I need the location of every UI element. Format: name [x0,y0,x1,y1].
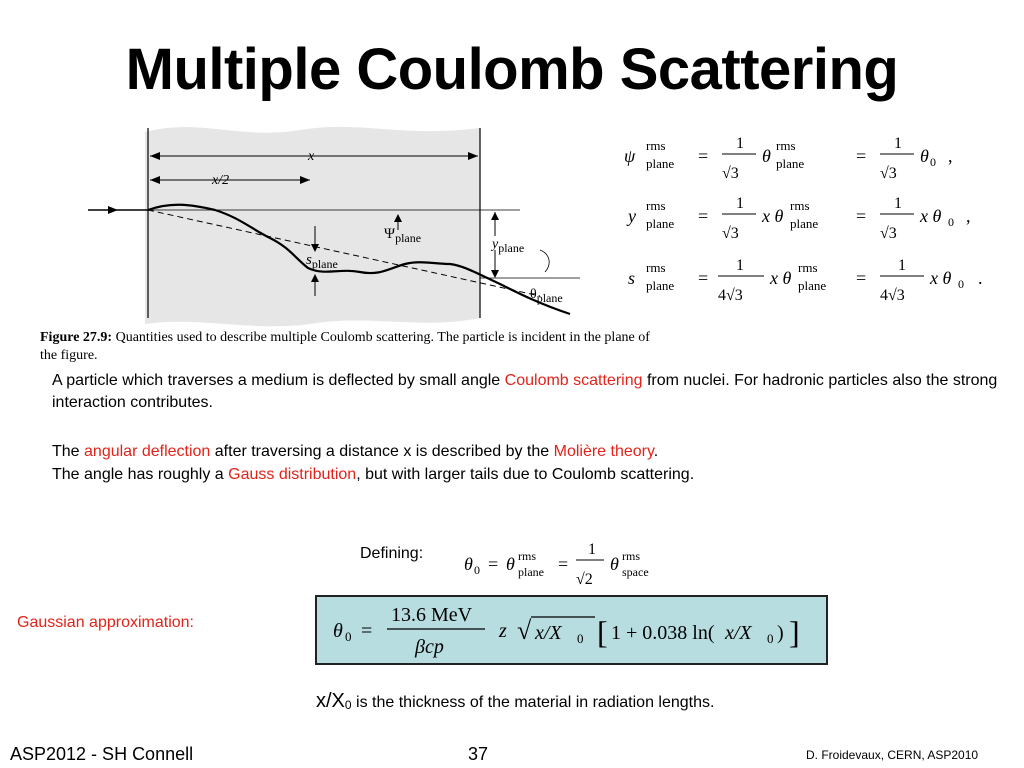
svg-text:θ: θ [464,554,473,574]
caption-text: Quantities used to describe multiple Coulomb scattering. The particle is incident in the plane of the figure. [40,330,650,363]
svg-text:plane: plane [646,216,675,231]
svg-text:rms: rms [622,549,640,563]
page-number: 37 [468,744,489,764]
svg-text:x θ: x θ [920,206,942,226]
svg-text:0: 0 [930,155,936,169]
svg-text:=: = [488,554,499,574]
svg-text:√3: √3 [722,225,739,242]
svg-text:rms: rms [776,138,796,153]
svg-text:0: 0 [474,563,480,577]
svg-text:rms: rms [518,549,536,563]
svg-text:x θ: x θ [762,206,784,226]
svg-text:√3: √3 [722,165,739,182]
svg-text:13.6 MeV: 13.6 MeV [391,604,473,626]
svg-text:z: z [499,620,507,642]
svg-text:x θ: x θ [930,268,952,288]
svg-text:[: [ [597,614,608,650]
paragraph-3 [52,464,1022,486]
svg-text:rms: rms [646,260,666,275]
p1-text-a: A particle which traverses a medium is deflected by small angle [52,372,505,389]
svg-text:1: 1 [736,135,744,152]
svg-text:0: 0 [345,629,352,644]
svg-text:y: y [628,206,636,226]
slide-title: Multiple Coulomb Scattering [125,37,899,102]
svg-text:=: = [558,554,569,574]
gaussian-formula [317,597,826,663]
x0-description: is the thickness of the material in radiation lengths. [351,694,715,711]
svg-text:βcp: βcp [415,636,444,658]
svg-text:x θ: x θ [770,268,792,288]
label-s: $s_{plane}$ [306,252,338,271]
y-equation [626,195,971,242]
s-equation [628,257,983,304]
svg-text:,: , [966,206,971,226]
svg-text:√: √ [517,616,532,645]
svg-text:): ) [777,622,784,644]
svg-text:=: = [856,146,867,166]
svg-text:=: = [698,206,709,226]
svg-text:]: ] [789,614,800,650]
svg-text:θ: θ [762,146,771,166]
svg-text:rms: rms [798,260,818,275]
svg-text:θ: θ [920,146,929,166]
defining-label: Defining: [360,545,424,562]
svg-text:√2: √2 [576,571,593,588]
p2-text-a: The [52,443,85,460]
p3-text-a: The angle has roughly a [52,466,229,483]
svg-text:rms: rms [646,198,666,213]
paragraph-2 [52,441,1022,463]
rms-equations [618,124,1018,304]
svg-text:θ: θ [506,554,515,574]
defining-equation [460,532,710,592]
svg-text:plane: plane [646,156,675,171]
svg-text:4√3: 4√3 [718,287,743,304]
gaussian-formula-box [315,595,828,665]
svg-text:.: . [978,268,983,288]
radiation-length-note [316,690,714,713]
figure-caption [40,329,660,365]
svg-text:0: 0 [948,215,954,229]
svg-text:√3: √3 [880,225,897,242]
p2-highlight-1: angular deflection [84,443,211,460]
svg-text:1: 1 [894,195,902,212]
label-theta: θplane [530,287,563,305]
svg-text:plane: plane [646,278,675,293]
x0-subscript: 0 [344,698,352,712]
svg-text:plane: plane [798,278,827,293]
svg-text:=: = [698,146,709,166]
footer-author: ASP2012 - SH Connell [10,744,194,764]
svg-text:=: = [698,268,709,288]
x0-symbol: x/X [316,690,345,712]
caption-label: Figure 27.9: [40,330,113,345]
paragraph-1 [52,370,1022,414]
p3-text-b: , but with larger tails due to Coulomb scattering. [356,466,695,483]
label-x: x [308,149,315,164]
svg-text:plane: plane [518,565,544,579]
p2-text-b: after traversing a distance x is described by the [210,443,554,460]
svg-text:θ: θ [610,554,619,574]
svg-text:plane: plane [776,156,805,171]
svg-text:0: 0 [958,277,964,291]
svg-text:4√3: 4√3 [880,287,905,304]
svg-text:1: 1 [736,257,744,274]
svg-text:0: 0 [767,631,774,646]
svg-text:=: = [856,268,867,288]
svg-text:rms: rms [646,138,666,153]
p1-text-b: from nuclei. For hadronic particles also the strong interaction contributes. [52,372,998,411]
svg-text:0: 0 [577,631,584,646]
svg-text:θ: θ [333,620,343,642]
footer-credit: D. Froidevaux, CERN, ASP2010 [806,748,979,762]
label-y: yplane [492,237,525,255]
scattering-diagram [40,118,640,328]
gaussian-label: Gaussian approximation: [17,614,194,631]
svg-text:x/X: x/X [535,622,562,644]
svg-text:=: = [361,620,373,642]
p2-highlight-2: Molière theory [553,443,654,460]
p1-highlight: Coulomb scattering [504,372,643,389]
svg-text:,: , [948,146,953,166]
p3-highlight: Gauss distribution [228,466,357,483]
psi-equation [624,135,953,182]
svg-text:1 + 0.038 ln(: 1 + 0.038 ln( [611,622,715,644]
svg-text:√3: √3 [880,165,897,182]
svg-text:s: s [628,268,636,288]
svg-text:x/X: x/X [725,622,752,644]
p2-text-c: . [653,443,659,460]
svg-text:1: 1 [588,541,596,558]
svg-text:ψ: ψ [624,146,636,166]
svg-text:=: = [856,206,867,226]
svg-text:1: 1 [894,135,902,152]
label-psi: $\Psi_{plane}$ [384,226,422,245]
svg-text:1: 1 [898,257,906,274]
svg-text:1: 1 [736,195,744,212]
svg-text:rms: rms [790,198,810,213]
label-x-half: x/2 [212,173,230,188]
svg-text:plane: plane [790,216,819,231]
svg-text:space: space [622,565,649,579]
